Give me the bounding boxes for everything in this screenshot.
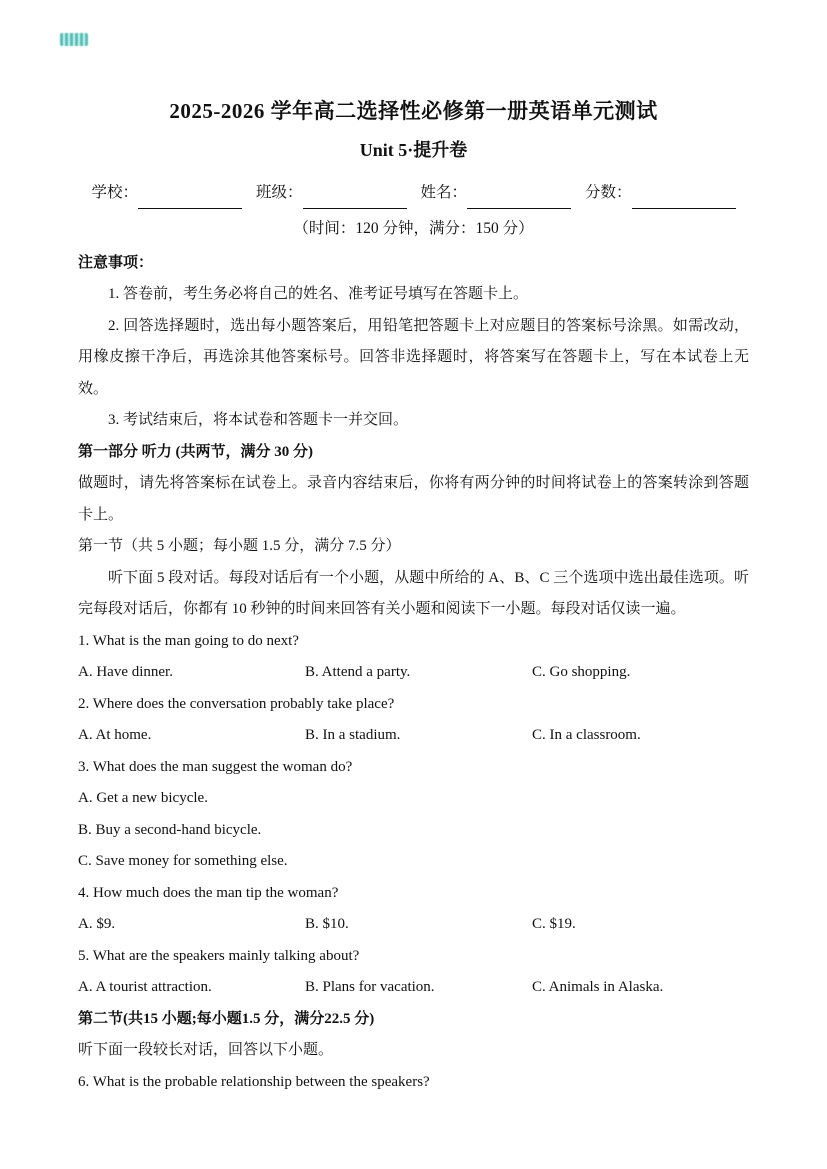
corner-watermark [60,33,88,46]
student-info-line [78,177,749,210]
option-a: A. Get a new bicycle. [78,790,208,807]
section2-intro: 听下面一段较长对话，回答以下小题。 [78,1042,334,1059]
question-6-text: 6. What is the probable relationship between the speakers? [78,1073,430,1090]
question-text: 5. What are the speakers mainly talking about? [78,947,360,964]
score-label: 分数： [585,183,632,201]
option-c: C. In a classroom. [532,727,641,744]
notice-item-2: 2. 回答选择题时，选出每小题答案后，用铅笔把答题卡上对应题目的答案标号涂黑。如需改动，用橡皮擦干净后，再选涂其他答案标号。回答非选择题时，将答案写在答题卡上，写在本试卷上无效。 [78,317,749,397]
option-a: A. A tourist attraction. [78,979,212,996]
section2-heading: 第二节(共15 小题;每小题1.5 分，满分22.5 分) [78,1010,375,1027]
question-options [78,909,749,941]
name-field [421,177,572,210]
page-subtitle: Unit 5·提升卷 [359,139,468,160]
name-blank [467,190,571,209]
score-blank [632,190,736,209]
section1-intro: 听下面 5 段对话。每段对话后有一个小题，从题中所给的 A、B、C 三个选项中选出最佳选项。听完每段对话后，你都有 10 秒钟的时间来回答有关小题和阅读下一小题。每段对话仅读一遍。 [78,569,749,618]
class-label: 班级： [255,183,303,201]
option-a: A. $9. [78,916,116,933]
class-blank [303,190,407,209]
option-b: B. Buy a second-hand bicycle. [78,821,262,838]
score-field [585,177,736,210]
question-1 [78,626,749,689]
question-4 [78,878,749,941]
notice-item-1: 1. 答卷前，考生务必将自己的姓名、准考证号填写在答题卡上。 [108,286,529,303]
notice-item-3: 3. 考试结束后，将本试卷和答题卡一并交回。 [108,412,409,429]
notice-heading: 注意事项： [78,254,154,271]
question-text: 4. How much does the man tip the woman? [78,884,339,901]
option-c: C. $19. [532,916,576,933]
class-field [256,177,407,210]
question-2 [78,689,749,752]
name-label: 姓名： [420,183,468,201]
option-a: A. Have dinner. [78,664,173,681]
question-5 [78,941,749,1004]
option-b: B. Attend a party. [305,664,411,681]
option-c: C. Save money for something else. [78,853,288,870]
option-b: B. $10. [305,916,349,933]
time-score-line: （时间：120 分钟，满分：150 分） [293,220,534,238]
question-text: 3. What does the man suggest the woman do? [78,758,353,775]
question-options [78,720,749,752]
option-c: C. Go shopping. [532,664,631,681]
option-c: C. Animals in Alaska. [532,979,664,996]
question-options [78,657,749,689]
school-blank [138,190,242,209]
part1-intro: 做题时，请先将答案标在试卷上。录音内容结束后，你将有两分钟的时间将试卷上的答案转涂到答题卡上。 [78,475,749,523]
question-text: 1. What is the man going to do next? [78,632,299,649]
option-b: B. Plans for vacation. [305,979,435,996]
school-field [91,177,242,210]
option-a: A. At home. [78,727,152,744]
part1-heading: 第一部分 听力 (共两节，满分 30 分) [78,443,313,460]
school-label: 学校： [91,183,138,201]
question-text: 2. Where does the conversation probably take place? [78,695,395,712]
page-title: 2025-2026 学年高二选择性必修第一册英语单元测试 [169,99,658,123]
question-options [78,972,749,1004]
option-b: B. In a stadium. [305,727,401,744]
section1-heading: 第一节（共 5 小题；每小题 1.5 分，满分 7.5 分） [78,538,401,555]
question-3 [78,752,749,878]
